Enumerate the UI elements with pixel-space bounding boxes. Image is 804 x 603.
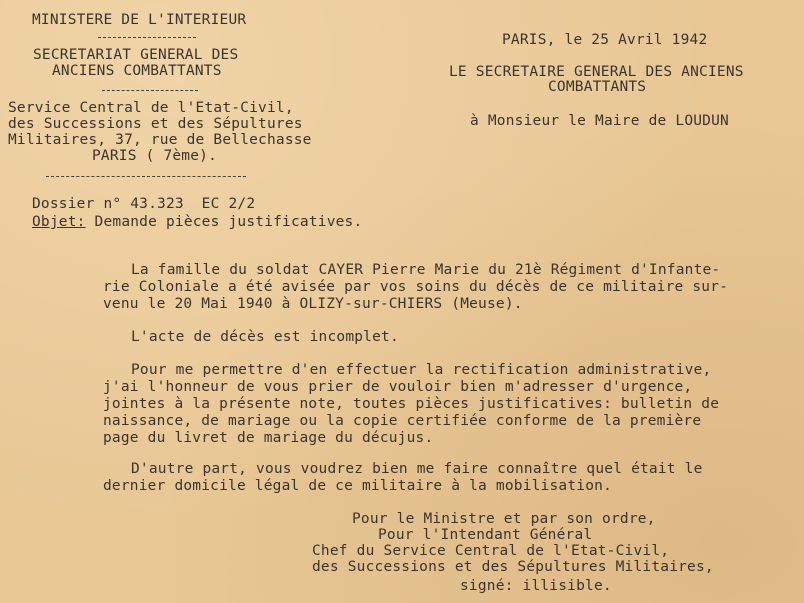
date-line: PARIS, le 25 Avril 1942 xyxy=(502,32,708,48)
signature-line-2: Pour l'Intendant Général xyxy=(378,527,593,543)
body-p3-line-3: jointes à la présente note, toutes pièces justificatives: bulletin de xyxy=(103,396,720,412)
body-p1-line-1: La famille du soldat CAYER Pierre Marie du 21è Régiment d'Infante- xyxy=(131,262,721,278)
body-p3-line-4: naissance, de mariage ou la copie certifiée conforme de la première xyxy=(103,413,702,429)
divider xyxy=(46,176,246,177)
signature-line-5: signé: illisible. xyxy=(460,578,612,594)
recipient-line: à Monsieur le Maire de LOUDUN xyxy=(470,113,729,129)
body-p3-line-1: Pour me permettre d'en effectuer la rectification administrative, xyxy=(131,362,712,378)
body-p3-line-5: page du livret de mariage du décujus. xyxy=(103,430,434,446)
service-line-3: Militaires, 37, rue de Bellechasse xyxy=(8,132,312,148)
body-p4-line-2: dernier domicile légal de ce militaire à la mobilisation. xyxy=(103,478,612,494)
body-p1-line-2: rie Coloniale a été avisée par vos soins du décès de ce militaire sur- xyxy=(103,279,729,295)
secretariat-line-1: SECRETARIAT GENERAL DES xyxy=(33,47,239,63)
body-p3-line-2: j'ai l'honneur de vous prier de vouloir bien m'adresser d'urgence, xyxy=(103,379,693,395)
subject-label: Objet: xyxy=(32,214,86,230)
signature-line-4: des Successions et des Sépultures Militaires, xyxy=(312,559,714,575)
body-p2-line-1: L'acte de décès est incomplet. xyxy=(131,329,399,345)
divider xyxy=(102,90,198,91)
dossier-number: Dossier n° 43.323 EC 2/2 xyxy=(32,196,256,212)
subject-line xyxy=(32,214,362,231)
body-p1-line-3: venu le 20 Mai 1940 à OLIZY-sur-CHIERS (Meuse). xyxy=(103,296,523,312)
body-p4-line-1: D'autre part, vous voudrez bien me faire connaître quel était le xyxy=(131,461,703,477)
subject-text: Demande pièces justificatives. xyxy=(85,214,363,230)
service-line-1: Service Central de l'Etat-Civil, xyxy=(8,100,294,116)
signature-line-1: Pour le Ministre et par son ordre, xyxy=(352,511,656,527)
sender-line-2: COMBATTANTS xyxy=(548,79,647,95)
signature-line-3: Chef du Service Central de l'Etat-Civil, xyxy=(312,543,670,559)
service-line-2: des Successions et des Sépultures xyxy=(8,116,303,132)
divider xyxy=(98,37,196,38)
secretariat-line-2: ANCIENS COMBATTANTS xyxy=(52,63,222,79)
service-line-4: PARIS ( 7ème). xyxy=(92,148,218,164)
sender-line-1: LE SECRETAIRE GENERAL DES ANCIENS xyxy=(449,64,744,80)
ministry-heading: MINISTERE DE L'INTERIEUR xyxy=(32,12,247,28)
